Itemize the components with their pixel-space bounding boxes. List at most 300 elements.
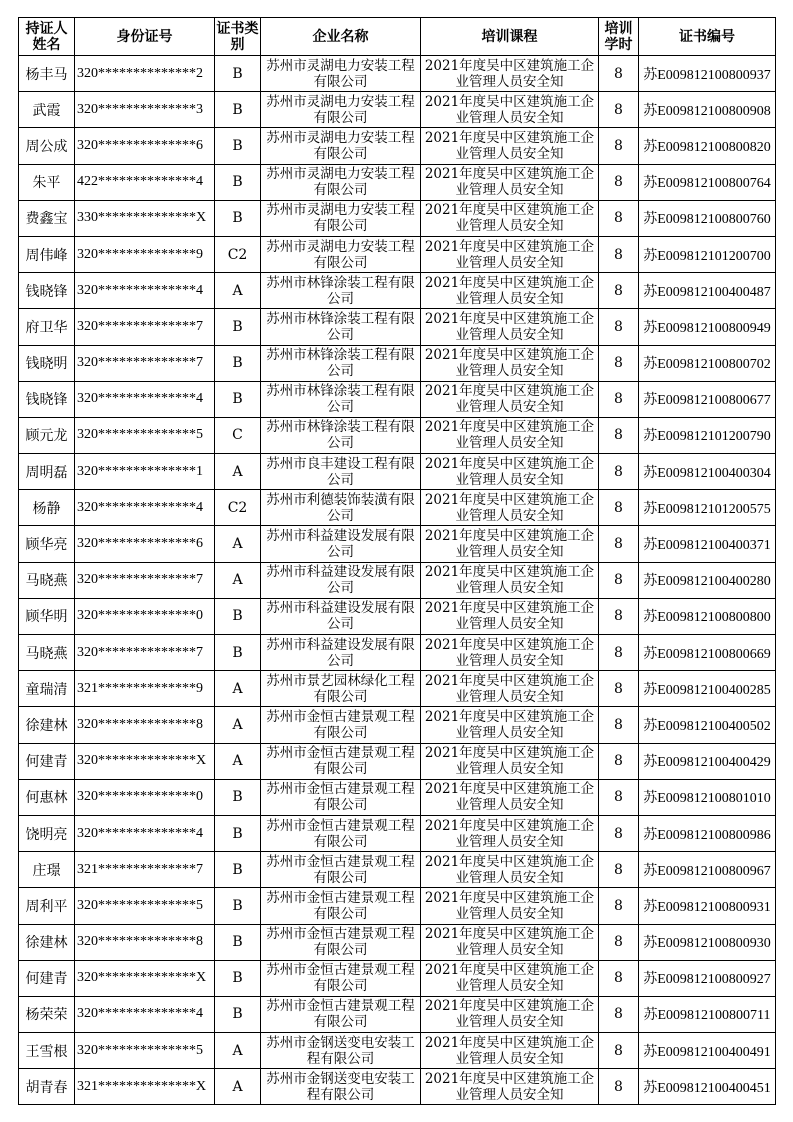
cell-course [421,236,599,272]
table-row [19,815,776,851]
cell-id-number: 321**************7 [75,852,215,888]
table-body [19,56,776,1105]
cell-category: B [215,345,261,381]
cell-course [421,598,599,634]
cell-company [261,128,421,164]
cell-hours: 8 [599,309,639,345]
cell-id-number: 320**************4 [75,273,215,309]
cell-company-text: 苏州市灵湖电力安装工程有限公司 [266,57,415,90]
cell-cert-number: 苏E009812100800967 [639,852,776,888]
table-row [19,381,776,417]
cell-course-text: 2021年度吴中区建筑施工企业管理人员安全知 [424,93,595,126]
cell-category: A [215,1033,261,1069]
cell-company [261,200,421,236]
cell-course-text: 2021年度吴中区建筑施工企业管理人员安全知 [424,419,595,452]
cell-name: 徐建林 [19,707,75,743]
cell-course-text: 2021年度吴中区建筑施工企业管理人员安全知 [424,129,595,162]
cell-category: B [215,779,261,815]
table-row [19,671,776,707]
cell-company-text: 苏州市林锋涂装工程有限公司 [266,383,415,416]
cell-course-text: 2021年度吴中区建筑施工企业管理人员安全知 [424,636,595,669]
cell-category: B [215,996,261,1032]
cell-cert-number: 苏E009812100400491 [639,1033,776,1069]
cell-course [421,707,599,743]
cell-course [421,562,599,598]
cell-name: 饶明亮 [19,815,75,851]
cell-cert-number: 苏E009812100800800 [639,598,776,634]
cell-course-text: 2021年度吴中区建筑施工企业管理人员安全知 [424,274,595,307]
table-row [19,309,776,345]
cell-course-text: 2021年度吴中区建筑施工企业管理人员安全知 [424,889,595,922]
cell-course-text: 2021年度吴中区建筑施工企业管理人员安全知 [424,853,595,886]
cell-id-number: 320**************0 [75,779,215,815]
cell-id-number: 330**************X [75,200,215,236]
cell-name: 马晓燕 [19,635,75,671]
cell-name: 钱晓明 [19,345,75,381]
cell-cert-number: 苏E009812100800908 [639,92,776,128]
cell-course [421,381,599,417]
cell-company-text: 苏州市景艺园林绿化工程有限公司 [266,672,415,705]
cell-hours: 8 [599,852,639,888]
cell-company [261,924,421,960]
cell-company [261,1069,421,1105]
cell-company [261,779,421,815]
cell-name: 胡青春 [19,1069,75,1105]
cell-name: 周明磊 [19,454,75,490]
cell-hours: 8 [599,743,639,779]
cell-id-number: 320**************0 [75,598,215,634]
cell-category: B [215,960,261,996]
cell-course [421,454,599,490]
cell-id-number: 320**************1 [75,454,215,490]
cell-cert-number: 苏E009812100800760 [639,200,776,236]
cell-company [261,309,421,345]
table-row [19,56,776,92]
cell-company [261,273,421,309]
header-company: 企业名称 [261,18,421,56]
cell-cert-number: 苏E009812100800820 [639,128,776,164]
cell-category: C [215,417,261,453]
cell-category: B [215,815,261,851]
cell-category: B [215,924,261,960]
cell-company [261,490,421,526]
header-name: 持证人姓名 [19,18,75,56]
cell-course-text: 2021年度吴中区建筑施工企业管理人员安全知 [424,672,595,705]
cell-name: 顾华明 [19,598,75,634]
cell-course [421,417,599,453]
cell-hours: 8 [599,200,639,236]
cell-hours: 8 [599,526,639,562]
cell-hours: 8 [599,164,639,200]
cell-company-text: 苏州市灵湖电力安装工程有限公司 [266,166,415,199]
table-row [19,996,776,1032]
cell-id-number: 320**************8 [75,707,215,743]
cell-course-text: 2021年度吴中区建筑施工企业管理人员安全知 [424,383,595,416]
cell-course [421,671,599,707]
cell-category: B [215,635,261,671]
cell-course-text: 2021年度吴中区建筑施工企业管理人员安全知 [424,310,595,343]
cell-category: C2 [215,236,261,272]
cell-company-text: 苏州市金恒古建景观工程有限公司 [266,817,415,850]
cell-category: B [215,888,261,924]
cell-company [261,598,421,634]
cell-hours: 8 [599,490,639,526]
table-row [19,1069,776,1105]
cell-course [421,92,599,128]
table-row [19,454,776,490]
cell-course [421,56,599,92]
cell-category: A [215,1069,261,1105]
cell-category: A [215,707,261,743]
header-course: 培训课程 [421,18,599,56]
cell-category: A [215,671,261,707]
table-row [19,1033,776,1069]
cell-company [261,562,421,598]
cell-name: 马晓燕 [19,562,75,598]
cell-hours: 8 [599,888,639,924]
cell-name: 府卫华 [19,309,75,345]
cell-company-text: 苏州市林锋涂装工程有限公司 [266,274,415,307]
cell-cert-number: 苏E009812100800927 [639,960,776,996]
cell-company [261,345,421,381]
cell-id-number: 320**************7 [75,345,215,381]
cell-course-text: 2021年度吴中区建筑施工企业管理人员安全知 [424,708,595,741]
cell-company-text: 苏州市灵湖电力安装工程有限公司 [266,93,415,126]
cell-category: B [215,92,261,128]
cell-name: 武霞 [19,92,75,128]
cell-company-text: 苏州市科益建设发展有限公司 [266,564,415,597]
cell-hours: 8 [599,779,639,815]
cell-course-text: 2021年度吴中区建筑施工企业管理人员安全知 [424,745,595,778]
cell-cert-number: 苏E009812101200700 [639,236,776,272]
cell-company [261,671,421,707]
cell-name: 杨丰马 [19,56,75,92]
cell-name: 钱晓锋 [19,381,75,417]
cell-company [261,635,421,671]
cell-company [261,381,421,417]
cell-hours: 8 [599,345,639,381]
table-row [19,852,776,888]
cell-category: B [215,200,261,236]
cell-hours: 8 [599,236,639,272]
cell-cert-number: 苏E009812100800930 [639,924,776,960]
cell-hours: 8 [599,671,639,707]
cell-category: B [215,852,261,888]
cell-course-text: 2021年度吴中区建筑施工企业管理人员安全知 [424,817,595,850]
cell-name: 何建青 [19,743,75,779]
cell-category: B [215,128,261,164]
cell-course-text: 2021年度吴中区建筑施工企业管理人员安全知 [424,564,595,597]
cell-course [421,526,599,562]
cell-cert-number: 苏E009812100400304 [639,454,776,490]
cell-hours: 8 [599,273,639,309]
cell-company-text: 苏州市金恒古建景观工程有限公司 [266,745,415,778]
cell-company [261,56,421,92]
cell-company [261,743,421,779]
cell-company [261,236,421,272]
cell-name: 周利平 [19,888,75,924]
header-cert: 证书编号 [639,18,776,56]
cell-name: 钱晓锋 [19,273,75,309]
cell-id-number: 320**************7 [75,635,215,671]
cell-course [421,200,599,236]
cell-hours: 8 [599,960,639,996]
table-row [19,960,776,996]
cell-course [421,996,599,1032]
cell-id-number: 320**************4 [75,996,215,1032]
cell-course [421,273,599,309]
cell-cert-number: 苏E009812100800702 [639,345,776,381]
cell-hours: 8 [599,815,639,851]
table-row [19,779,776,815]
cell-company [261,960,421,996]
cell-course [421,852,599,888]
cell-cert-number: 苏E009812100800949 [639,309,776,345]
cell-company-text: 苏州市金恒古建景观工程有限公司 [266,926,415,959]
cell-name: 童瑞清 [19,671,75,707]
cell-company-text: 苏州市灵湖电力安装工程有限公司 [266,238,415,271]
cell-category: A [215,454,261,490]
cell-id-number: 320**************3 [75,92,215,128]
cell-name: 何惠林 [19,779,75,815]
cell-company-text: 苏州市灵湖电力安装工程有限公司 [266,202,415,235]
cell-cert-number: 苏E009812100800937 [639,56,776,92]
cell-company [261,888,421,924]
cell-name: 王雪根 [19,1033,75,1069]
cell-course-text: 2021年度吴中区建筑施工企业管理人员安全知 [424,202,595,235]
cell-course [421,924,599,960]
cell-company [261,526,421,562]
cell-cert-number: 苏E009812100800764 [639,164,776,200]
cell-company-text: 苏州市灵湖电力安装工程有限公司 [266,129,415,162]
cell-company-text: 苏州市金恒古建景观工程有限公司 [266,781,415,814]
cell-cert-number: 苏E009812101200575 [639,490,776,526]
cell-id-number: 321**************9 [75,671,215,707]
cell-cert-number: 苏E009812100400285 [639,671,776,707]
table-row [19,924,776,960]
table-row [19,236,776,272]
cell-hours: 8 [599,924,639,960]
cell-course-text: 2021年度吴中区建筑施工企业管理人员安全知 [424,1070,595,1103]
cell-hours: 8 [599,454,639,490]
table-row [19,128,776,164]
cell-course [421,309,599,345]
cell-course [421,635,599,671]
cell-course [421,888,599,924]
cell-course-text: 2021年度吴中区建筑施工企业管理人员安全知 [424,998,595,1031]
table-row [19,888,776,924]
table-row [19,345,776,381]
cell-id-number: 320**************6 [75,128,215,164]
table-row [19,273,776,309]
cell-course-text: 2021年度吴中区建筑施工企业管理人员安全知 [424,347,595,380]
cell-hours: 8 [599,128,639,164]
cell-cert-number: 苏E009812100800669 [639,635,776,671]
cell-id-number: 320**************9 [75,236,215,272]
cell-cert-number: 苏E009812100400429 [639,743,776,779]
header-id: 身份证号 [75,18,215,56]
cell-cert-number: 苏E009812100400371 [639,526,776,562]
cell-company [261,996,421,1032]
cell-name: 顾华亮 [19,526,75,562]
cell-course [421,345,599,381]
cell-company-text: 苏州市科益建设发展有限公司 [266,600,415,633]
cell-hours: 8 [599,1069,639,1105]
cell-company-text: 苏州市金恒古建景观工程有限公司 [266,853,415,886]
cell-company-text: 苏州市林锋涂装工程有限公司 [266,419,415,452]
cell-id-number: 320**************4 [75,815,215,851]
cell-name: 徐建林 [19,924,75,960]
cell-id-number: 320**************5 [75,417,215,453]
cell-hours: 8 [599,1033,639,1069]
cell-cert-number: 苏E009812100400502 [639,707,776,743]
table-row [19,200,776,236]
cell-hours: 8 [599,635,639,671]
cell-cert-number: 苏E009812100800677 [639,381,776,417]
cell-course [421,743,599,779]
cell-course [421,490,599,526]
table-row [19,417,776,453]
cell-category: A [215,562,261,598]
cell-company [261,454,421,490]
table-row [19,164,776,200]
cell-name: 庄璟 [19,852,75,888]
cell-course [421,779,599,815]
cell-cert-number: 苏E009812100400451 [639,1069,776,1105]
cell-company [261,1033,421,1069]
table-row [19,635,776,671]
cell-category: B [215,381,261,417]
cell-name: 杨荣荣 [19,996,75,1032]
cell-company [261,852,421,888]
cell-course [421,1069,599,1105]
cell-course-text: 2021年度吴中区建筑施工企业管理人员安全知 [424,528,595,561]
cell-company-text: 苏州市科益建设发展有限公司 [266,636,415,669]
cell-course-text: 2021年度吴中区建筑施工企业管理人员安全知 [424,57,595,90]
table-row [19,526,776,562]
cell-cert-number: 苏E009812100801010 [639,779,776,815]
table-row [19,92,776,128]
cell-company [261,164,421,200]
cell-course [421,1033,599,1069]
cell-course-text: 2021年度吴中区建筑施工企业管理人员安全知 [424,455,595,488]
cell-course [421,815,599,851]
cell-company-text: 苏州市金钢送变电安装工程有限公司 [266,1034,415,1067]
cell-course-text: 2021年度吴中区建筑施工企业管理人员安全知 [424,781,595,814]
cell-name: 顾元龙 [19,417,75,453]
cell-company [261,92,421,128]
cell-hours: 8 [599,562,639,598]
header-row [19,18,776,56]
cell-id-number: 320**************4 [75,381,215,417]
certificate-table [18,17,776,1105]
cell-company-text: 苏州市金恒古建景观工程有限公司 [266,998,415,1031]
table-row [19,743,776,779]
cell-category: C2 [215,490,261,526]
cell-id-number: 422**************4 [75,164,215,200]
cell-company-text: 苏州市科益建设发展有限公司 [266,528,415,561]
cell-hours: 8 [599,996,639,1032]
cell-course-text: 2021年度吴中区建筑施工企业管理人员安全知 [424,926,595,959]
cell-id-number: 320**************8 [75,924,215,960]
cell-cert-number: 苏E009812100800986 [639,815,776,851]
cell-company-text: 苏州市林锋涂装工程有限公司 [266,310,415,343]
cell-name: 何建青 [19,960,75,996]
cell-company-text: 苏州市金恒古建景观工程有限公司 [266,889,415,922]
table-row [19,598,776,634]
cell-hours: 8 [599,92,639,128]
cell-id-number: 320**************7 [75,309,215,345]
cell-cert-number: 苏E009812101200790 [639,417,776,453]
cell-hours: 8 [599,707,639,743]
cell-hours: 8 [599,56,639,92]
cell-name: 费鑫宝 [19,200,75,236]
cell-company [261,815,421,851]
cell-category: A [215,743,261,779]
cell-cert-number: 苏E009812100400280 [639,562,776,598]
cell-company-text: 苏州市金恒古建景观工程有限公司 [266,962,415,995]
cell-hours: 8 [599,417,639,453]
cell-id-number: 321**************X [75,1069,215,1105]
cell-course-text: 2021年度吴中区建筑施工企业管理人员安全知 [424,600,595,633]
cell-name: 朱平 [19,164,75,200]
cell-hours: 8 [599,381,639,417]
cell-id-number: 320**************5 [75,888,215,924]
header-hours: 培训学时 [599,18,639,56]
cell-course-text: 2021年度吴中区建筑施工企业管理人员安全知 [424,1034,595,1067]
cell-course [421,960,599,996]
cell-id-number: 320**************X [75,743,215,779]
cell-course-text: 2021年度吴中区建筑施工企业管理人员安全知 [424,238,595,271]
cell-company-text: 苏州市金恒古建景观工程有限公司 [266,708,415,741]
cell-category: A [215,526,261,562]
cell-category: B [215,56,261,92]
header-category: 证书类别 [215,18,261,56]
cell-course [421,128,599,164]
cell-cert-number: 苏E009812100400487 [639,273,776,309]
cell-company-text: 苏州市良丰建设工程有限公司 [266,455,415,488]
cell-id-number: 320**************7 [75,562,215,598]
cell-cert-number: 苏E009812100800931 [639,888,776,924]
cell-name: 杨静 [19,490,75,526]
cell-category: B [215,164,261,200]
table-row [19,490,776,526]
table-row [19,562,776,598]
cell-id-number: 320**************5 [75,1033,215,1069]
cell-course [421,164,599,200]
cell-category: A [215,273,261,309]
cell-id-number: 320**************X [75,960,215,996]
cell-cert-number: 苏E009812100800711 [639,996,776,1032]
cell-name: 周公成 [19,128,75,164]
cell-course-text: 2021年度吴中区建筑施工企业管理人员安全知 [424,962,595,995]
cell-category: B [215,598,261,634]
cell-name: 周伟峰 [19,236,75,272]
cell-company [261,417,421,453]
cell-category: B [215,309,261,345]
cell-id-number: 320**************2 [75,56,215,92]
cell-course-text: 2021年度吴中区建筑施工企业管理人员安全知 [424,166,595,199]
cell-id-number: 320**************6 [75,526,215,562]
cell-company [261,707,421,743]
cell-course-text: 2021年度吴中区建筑施工企业管理人员安全知 [424,491,595,524]
table-row [19,707,776,743]
cell-company-text: 苏州市林锋涂装工程有限公司 [266,347,415,380]
cell-hours: 8 [599,598,639,634]
cell-company-text: 苏州市利德装饰装潢有限公司 [266,491,415,524]
cell-company-text: 苏州市金钢送变电安装工程有限公司 [266,1070,415,1103]
cell-id-number: 320**************4 [75,490,215,526]
